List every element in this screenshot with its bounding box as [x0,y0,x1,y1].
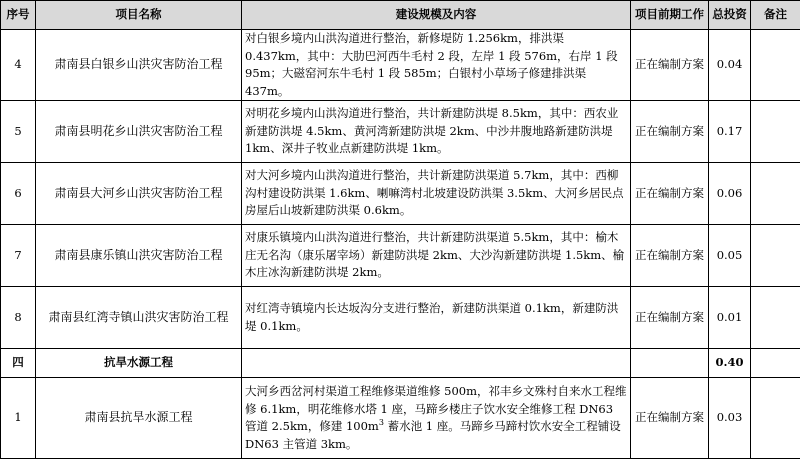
row-seq: 7 [1,225,36,287]
row-investment: 0.05 [709,225,751,287]
row-seq: 6 [1,163,36,225]
row-prework: 正在编制方案 [631,378,709,459]
table-row [1,163,800,225]
section-prework [631,349,709,378]
row-content: 对大河乡境内山洪沟道进行整治，共计新建防洪渠道 5.7km，其中：西柳沟村建设防洪渠 1.6km、喇嘛湾村北坡建设防洪渠 3.5km、大河乡居民点房屋后山坡新建防洪渠 0.6km。 [242,163,631,225]
row-content-part-a: 大河乡西岔河村渠道工程维修渠道维修 500m，祁丰乡文殊村自来水工程维修 6.1km，明花维修水塔 1 座，马蹄乡楼庄子饮水安全维修工程 DN63 管道 2.5km，修建 100m [245,384,627,433]
row-name: 肃南县红湾寺镇山洪灾害防治工程 [36,287,242,349]
row-investment: 0.01 [709,287,751,349]
row-remark [751,163,800,225]
row-seq: 8 [1,287,36,349]
row-content: 对红湾寺镇境内长达坂沟分支进行整治，新建防洪渠道 0.1km，新建防洪堤 0.1km。 [242,287,631,349]
row-content: 对白银乡境内山洪沟道进行整治，新修堤防 1.256km，排洪渠 0.437km，其中：大肋巴河西牛毛村 2 段，左岸 1 段 576m，右岸 1 段 95m；大磁窑河东牛毛村 1 段 585m；白银村小草场子修建排洪渠 437m。 [242,30,631,101]
header-remark: 备注 [751,1,800,30]
section-investment: 0.40 [709,349,751,378]
header-seq: 序号 [1,1,36,30]
section-row [1,349,800,378]
row-investment: 0.04 [709,30,751,101]
row-remark [751,101,800,163]
section-seq: 四 [1,349,36,378]
row-content: 对康乐镇境内山洪沟道进行整治，共计新建防洪渠道 5.5km，其中：榆木庄无名沟（康乐屠宰场）新建防洪堤 2km、大沙沟新建防洪堤 1.5km、榆木庄冰沟新建防洪堤 2km。 [242,225,631,287]
header-content: 建设规模及内容 [242,1,631,30]
section-remark [751,349,800,378]
row-name: 肃南县白银乡山洪灾害防治工程 [36,30,242,101]
header-investment: 总投资 [709,1,751,30]
row-remark [751,30,800,101]
table-row [1,378,800,459]
row-investment: 0.06 [709,163,751,225]
section-name: 抗旱水源工程 [36,349,242,378]
row-prework: 正在编制方案 [631,30,709,101]
row-content-part-b: 蓄水池 1 座。马蹄乡马蹄村饮水安全工程铺设 DN63 主管道 3km。 [245,419,621,451]
row-seq: 5 [1,101,36,163]
row-seq: 4 [1,30,36,101]
row-content: 对明花乡境内山洪沟道进行整治，共计新建防洪堤 8.5km，其中：西农业新建防洪堤 4.5km、黄河湾新建防洪堤 2km、中沙井腹地路新建防洪堤 1km、深井子牧业点新建防洪堤 1km。 [242,101,631,163]
row-investment: 0.17 [709,101,751,163]
row-name: 肃南县大河乡山洪灾害防治工程 [36,163,242,225]
row-remark [751,287,800,349]
row-remark [751,378,800,459]
table-header-row [1,1,800,30]
row-prework: 正在编制方案 [631,225,709,287]
section-content [242,349,631,378]
header-name: 项目名称 [36,1,242,30]
row-prework: 正在编制方案 [631,287,709,349]
table-row [1,225,800,287]
row-investment: 0.03 [709,378,751,459]
row-name: 肃南县康乐镇山洪灾害防治工程 [36,225,242,287]
table-row [1,30,800,101]
row-name: 肃南县抗旱水源工程 [36,378,242,459]
row-content [242,378,631,459]
row-prework: 正在编制方案 [631,101,709,163]
row-prework: 正在编制方案 [631,163,709,225]
table-row [1,287,800,349]
row-content-superscript: 3 [378,418,384,428]
header-prework: 项目前期工作 [631,1,709,30]
table-row [1,101,800,163]
row-remark [751,225,800,287]
row-seq: 1 [1,378,36,459]
row-name: 肃南县明花乡山洪灾害防治工程 [36,101,242,163]
